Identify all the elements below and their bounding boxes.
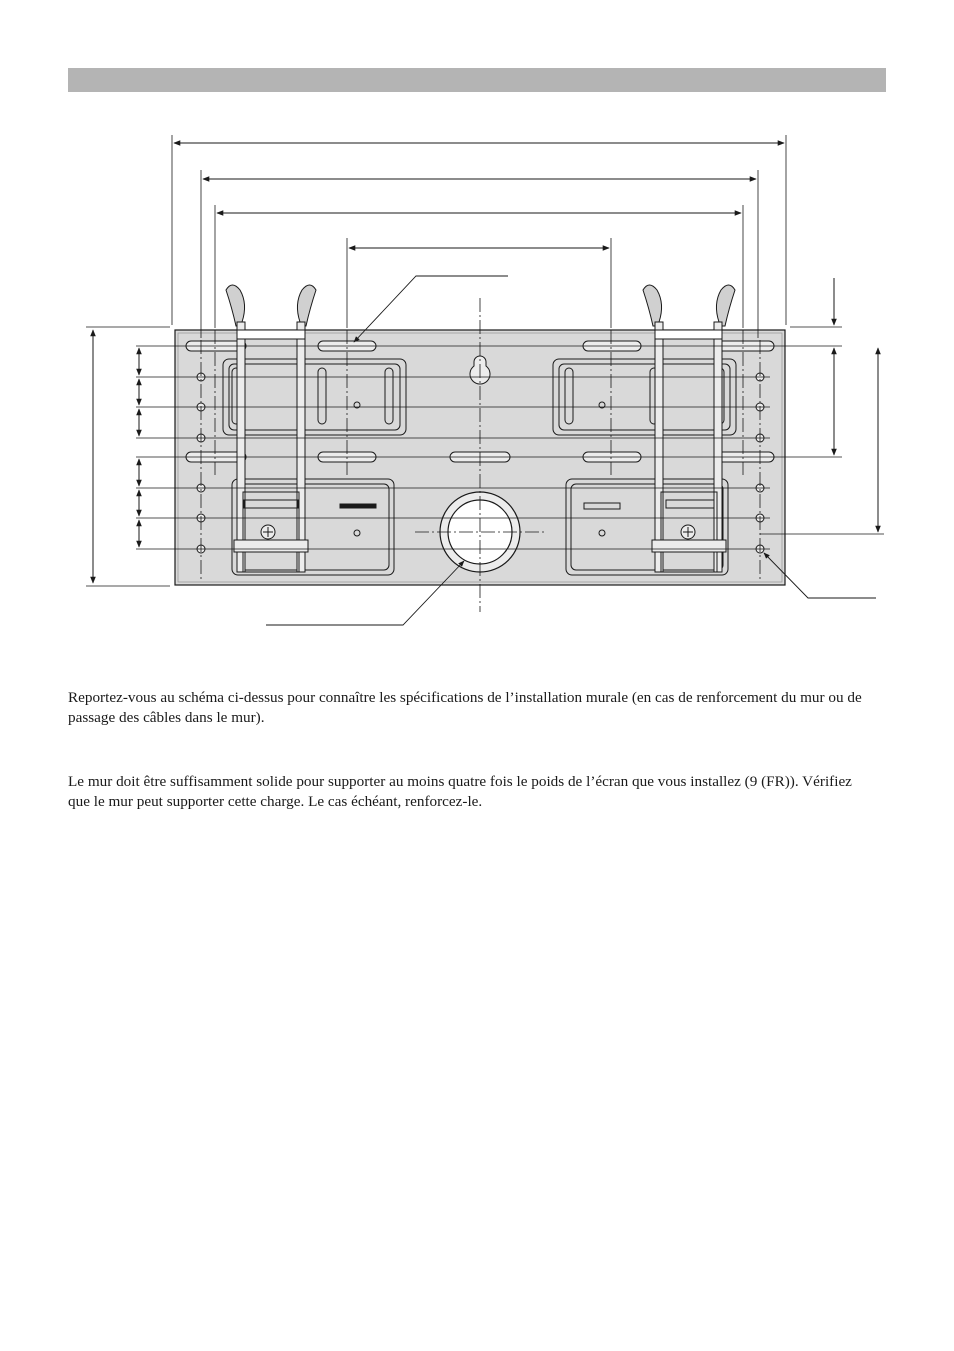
- extension-lines: [172, 135, 786, 338]
- wall-mount-bracket-diagram: [0, 0, 954, 660]
- instruction-paragraph: Reportez-vous au schéma ci-dessus pour connaître les spécifications de l’installation murale (en cas de renforcement du mur ou de passage des câbles dans le mur).: [68, 689, 862, 726]
- warning-paragraph: Le mur doit être suffisamment solide pour supporter au moins quatre fois le poids de l’écran que vous installez (9 (FR)). Vérifiez que le mur peut supporter cette charge. Le cas échéant, renforcez-le.: [68, 773, 852, 810]
